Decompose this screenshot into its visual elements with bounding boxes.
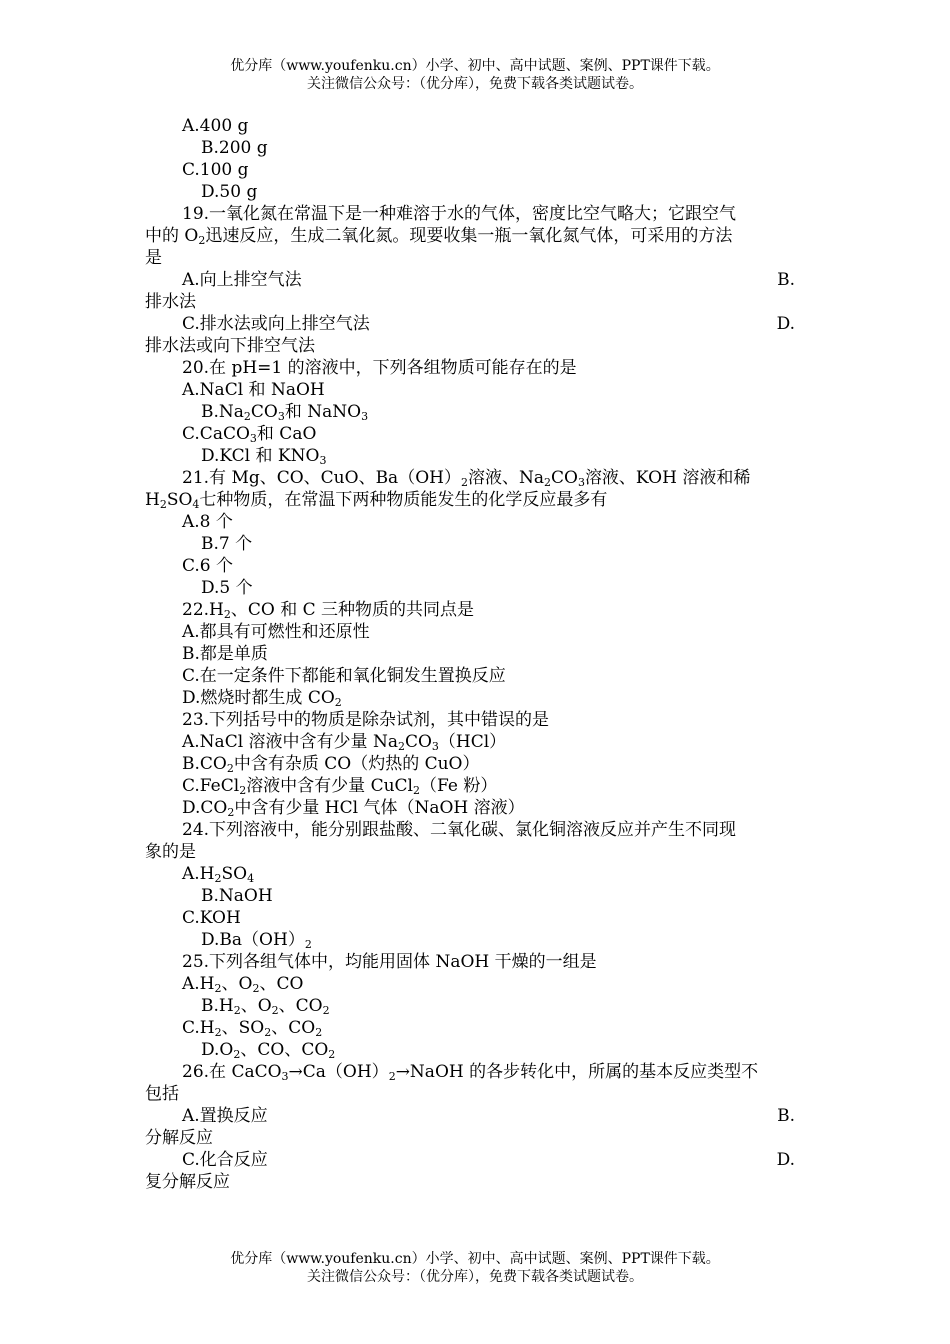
q26-option-a: A.置换反应 <box>182 1106 268 1126</box>
q26-option-c: C.化合反应 <box>182 1150 268 1170</box>
footer-line-2: 关注微信公众号：（优分库），免费下载各类试题试卷。 <box>307 1269 643 1285</box>
q20-option-c: C.CaCO$_3$和 CaO <box>182 424 317 445</box>
q19-stem-line-1: 19.一氧化氮在常温下是一种难溶于水的气体，密度比空气略大；它跟空气 <box>182 204 737 224</box>
q18-option-a: A.400 g <box>182 116 249 136</box>
q21-option-c: C.6 个 <box>182 556 234 576</box>
q19-option-b-prefix: B. <box>777 270 795 290</box>
q19-option-c: C.排水法或向上排空气法 <box>182 314 370 334</box>
q20-option-b: $B.Na_2CO_3$和 NaNO$_3$ <box>201 402 369 423</box>
q26-stem-line-2: 包括 <box>145 1084 179 1104</box>
q19-options-cd <box>145 313 797 335</box>
q24-stem-line-2: 象的是 <box>145 842 196 862</box>
q18-option-c: C.100 g <box>182 160 249 180</box>
q24-option-d: $D.Ba(OH)_2$ <box>201 930 312 951</box>
q23-stem: 23.下列括号中的物质是除杂试剂，其中错误的是 <box>182 710 550 730</box>
q21-option-d: D.5 个 <box>201 578 253 598</box>
q19-stem-line-3: 是 <box>145 248 162 268</box>
q18-option-b: B.200 g <box>201 138 268 158</box>
q25-option-b: $B.H_2$、$O_2$、$CO_2$ <box>201 996 330 1017</box>
q26-stem-line-1: 26.在 $CaCO_3\to Ca(OH)_2\to NaOH$ 的各步转化中，所属的基本反应类型不 <box>182 1062 759 1083</box>
q23-option-c: C.FeCl$_2$溶液中含有少量 CuCl$_2$（Fe 粉） <box>182 776 498 797</box>
q25-option-c: $C.H_2$、$SO_2$、$CO_2$ <box>182 1018 323 1039</box>
q24-option-a: $A.H_2SO_4$ <box>182 864 255 885</box>
q22-option-c: C.在一定条件下都能和氧化铜发生置换反应 <box>182 666 506 686</box>
q19-stem-line-2: 中的 $O_2$迅速反应，生成二氧化氮。现要收集一瓶一氧化氮气体，可采用的方法 <box>145 226 733 247</box>
document-body <box>145 115 797 1193</box>
q20-option-d: D.KCl 和 $KNO_3$ <box>201 446 327 467</box>
q26-option-d-prefix: D. <box>776 1150 795 1170</box>
header-line-2: 关注微信公众号：（优分库），免费下载各类试题试卷。 <box>307 76 643 92</box>
q19-option-a: A.向上排空气法 <box>182 270 302 290</box>
q21-stem-line-2: $H_2SO_4$七种物质，在常温下两种物质能发生的化学反应最多有 <box>145 490 608 511</box>
q26-option-b-prefix: B. <box>777 1106 795 1126</box>
q19-option-d: 排水法或向下排空气法 <box>145 336 315 356</box>
q26-option-b: 分解反应 <box>145 1128 213 1148</box>
q22-option-b: B.都是单质 <box>182 644 268 664</box>
q18-option-d: D.50 g <box>201 182 258 202</box>
q26-options-cd <box>145 1149 797 1171</box>
q21-option-b: B.7 个 <box>201 534 253 554</box>
q23-option-d: $D.CO_2$中含有少量 HCl 气体（NaOH 溶液） <box>182 798 525 819</box>
q19-option-b: 排水法 <box>145 292 196 312</box>
q24-stem-line-1: 24.下列溶液中，能分别跟盐酸、二氧化碳、氯化铜溶液反应并产生不同现 <box>182 820 737 840</box>
q22-option-a: A.都具有可燃性和还原性 <box>182 622 370 642</box>
q21-option-a: A.8 个 <box>182 512 233 532</box>
q25-stem: 25.下列各组气体中，均能用固体 NaOH 干燥的一组是 <box>182 952 597 972</box>
q19-options-ab <box>145 269 797 291</box>
q23-option-b: $B.CO_2$中含有杂质 CO（灼热的 CuO） <box>182 754 480 775</box>
q23-option-a: A.NaCl 溶液中含有少量 $Na_2CO_3(HCl)$ <box>182 732 507 753</box>
page-footer <box>0 1250 950 1286</box>
q26-option-d: 复分解反应 <box>145 1172 230 1192</box>
q25-option-a: $A.H_2$、$O_2$、CO <box>182 974 304 995</box>
q24-option-c: C.KOH <box>182 908 241 928</box>
q19-option-d-prefix: D. <box>776 314 795 334</box>
q22-stem: $22.H_2$、CO 和 C 三种物质的共同点是 <box>182 600 475 621</box>
q22-option-d: D.燃烧时都生成 $CO_2$ <box>182 688 342 709</box>
q20-stem: 20.在 pH=1 的溶液中，下列各组物质可能存在的是 <box>182 358 577 378</box>
q26-options-ab <box>145 1105 797 1127</box>
page-header <box>0 57 950 93</box>
q24-option-b: B.NaOH <box>201 886 273 906</box>
q21-stem-line-1: 21.有 Mg、CO、CuO、$Ba(OH)_2$溶液、$Na_2CO_3$溶液、KOH 溶液和稀 <box>182 468 751 489</box>
footer-line-1: 优分库（www.youfenku.cn）小学、初中、高中试题、案例、PPT课件下载。 <box>230 1251 720 1267</box>
q25-option-d: $D.O_2$、CO、$CO_2$ <box>201 1040 336 1061</box>
header-line-1: 优分库（www.youfenku.cn）小学、初中、高中试题、案例、PPT课件下载。 <box>230 58 720 74</box>
q20-option-a: A.NaCl 和 NaOH <box>182 380 325 400</box>
